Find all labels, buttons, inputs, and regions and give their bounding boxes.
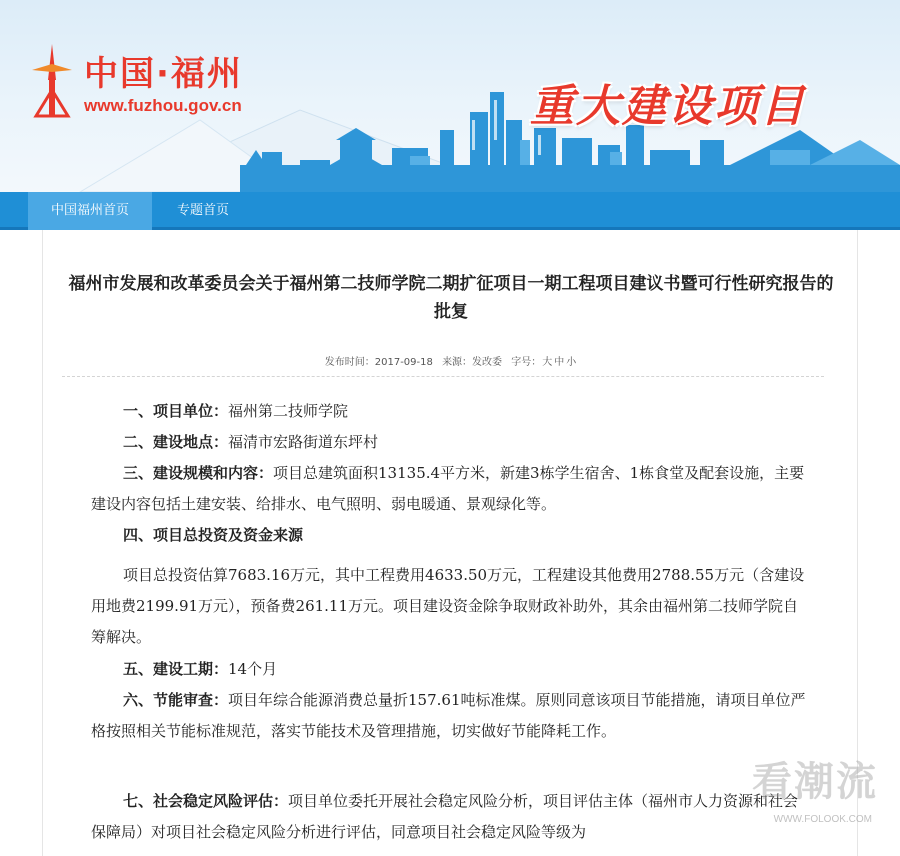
section-heading: 一、项目单位： xyxy=(123,402,229,420)
section-text: 项目总建筑面积13135.4平方米，新建3栋学生宿舍、1栋食堂及配套设施，主要建设内容包括土建安装、给排水、电气照明、弱电暖通、景观绿化等。 xyxy=(91,464,805,513)
watermark-url: WWW.FOLOOK.COM xyxy=(773,814,872,825)
section-duration xyxy=(91,654,811,685)
font-size-large[interactable]: 大 xyxy=(542,357,553,368)
fuzhou-emblem-logo xyxy=(22,40,82,120)
font-size-medium[interactable]: 中 xyxy=(554,357,565,368)
site-title: 中国·福州 xyxy=(84,54,243,94)
section-heading: 七、社会稳定风险评估： xyxy=(123,792,289,810)
section-text: 福清市宏路街道东坪村 xyxy=(228,433,379,451)
font-size-control xyxy=(511,357,577,368)
article-title: 福州市发展和改革委员会关于福州第二技师学院二期扩征项目一期工程项目建议书暨可行性研究报告的批复 xyxy=(68,274,834,322)
main-navbar xyxy=(0,192,900,230)
section-heading: 五、建设工期： xyxy=(123,660,229,678)
section-heading: 四、项目总投资及资金来源 xyxy=(123,526,304,544)
section-scale xyxy=(91,458,811,520)
font-size-small[interactable]: 小 xyxy=(566,357,577,368)
section-stability-risk xyxy=(91,786,811,848)
article-meta xyxy=(62,353,840,368)
section-heading: 二、建设地点： xyxy=(123,433,229,451)
nav-home-link[interactable]: 中国福州首页 xyxy=(28,192,152,230)
section-energy-review xyxy=(91,685,811,747)
section-heading: 三、建设规模和内容： xyxy=(123,464,274,482)
site-url[interactable]: www.fuzhou.gov.cn xyxy=(84,96,242,115)
watermark-text: 看潮流 xyxy=(752,759,878,805)
section-investment-heading xyxy=(91,520,811,551)
section-investment-body xyxy=(91,560,811,653)
section-text: 项目单位委托开展社会稳定风险分析，项目评估主体（福州市人力资源和社会保障局）对项目社会稳定风险分析进行评估，同意项目社会稳定风险等级为 xyxy=(91,792,799,841)
nav-topic-home-link[interactable]: 专题首页 xyxy=(176,203,229,218)
section-project-unit xyxy=(91,396,811,427)
project-section-title: 重大建设项目 xyxy=(530,81,806,132)
section-location xyxy=(91,427,811,458)
site-banner xyxy=(0,0,900,192)
article-source: 来源：发改委 xyxy=(442,357,503,368)
meta-divider xyxy=(62,376,824,377)
section-text: 项目总投资估算7683.16万元，其中工程费用4633.50万元，工程建设其他费用2788.55万元（含建设用地费2199.91万元），预备费261.11万元。项目建设资金除争取财政补助外，其余由福州第二技师学院自筹解决。 xyxy=(91,566,805,646)
publish-date: 发布时间：2017-09-18 xyxy=(324,357,433,368)
section-text: 项目年综合能源消费总量折157.61吨标准煤。原则同意该项目节能措施，请项目单位严格按照相关节能标准规范，落实节能技术及管理措施，切实做好节能降耗工作。 xyxy=(91,691,806,740)
section-text: 福州第二技师学院 xyxy=(228,402,349,420)
font-size-label: 字号： xyxy=(511,357,542,368)
section-heading: 六、节能审查： xyxy=(123,691,229,709)
section-text: 14个月 xyxy=(228,660,278,678)
